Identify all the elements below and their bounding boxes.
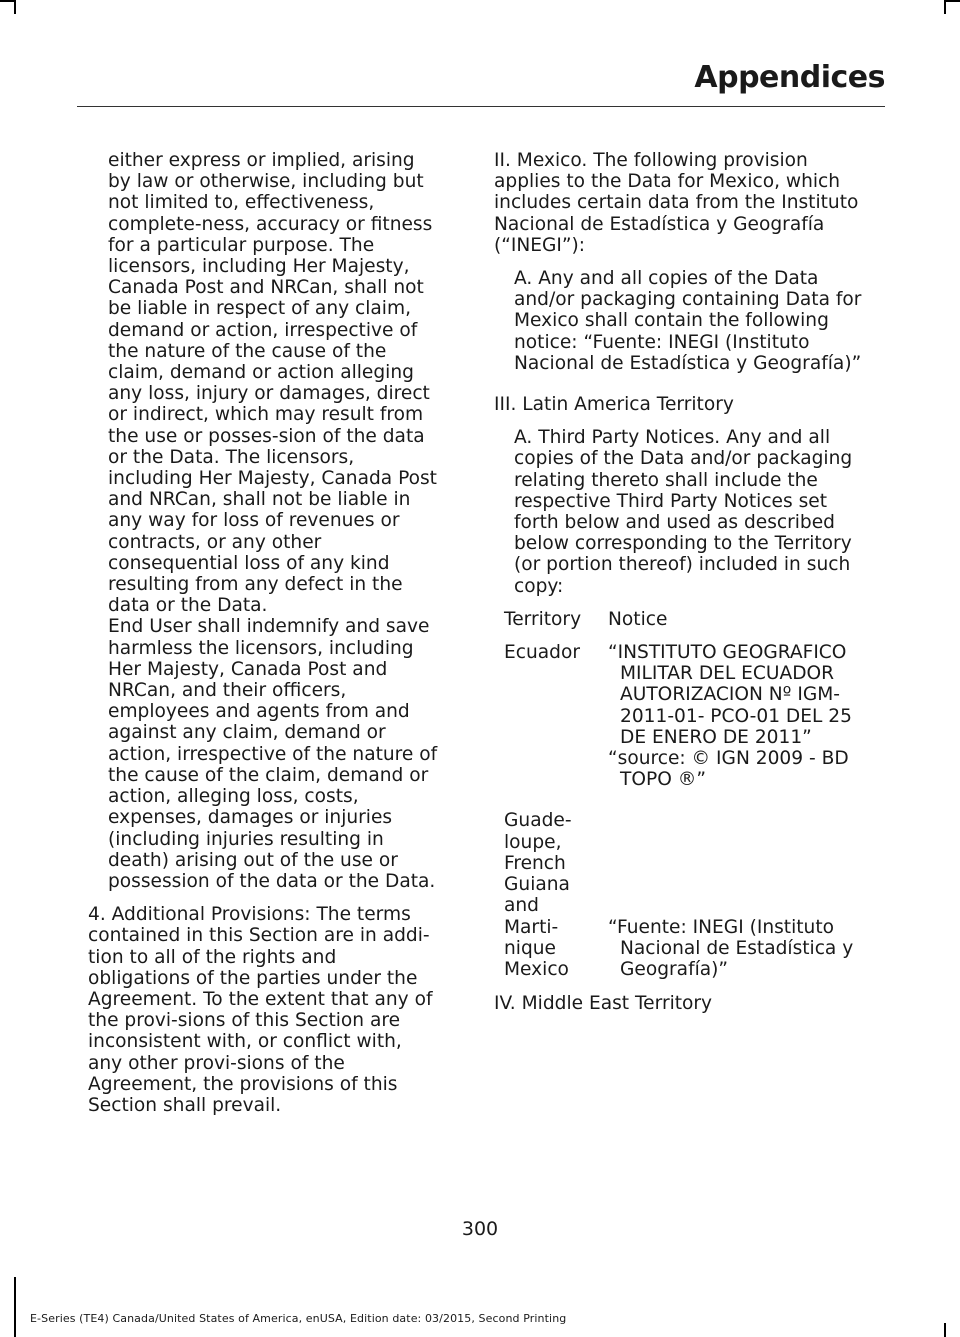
paragraph-disclaimer: either express or implied, arising by law or otherwise, including but not limited to, effectiveness, complete-ness, accuracy or fitness for a particular purpose. The licensors, including Her Majesty, Canada Post and NRCan, shall not be liable in respect of any claim, demand or action, irrespective of the nature of the cause of the claim, demand or action alleging any loss, injury or damages, direct or indirect, which may result from the use or posses-sion of the data or the Data. The licensors, including Her Majesty, Canada Post and NRCan, shall not be liable in any way for loss of revenues or contracts, or any other consequential loss of any kind resulting from any defect in the data or the Data. [108, 150, 437, 617]
section-latam-heading: III. Latin America Territory [494, 394, 734, 416]
table-header-notice: Notice [608, 608, 668, 630]
crop-mark [946, 0, 960, 2]
table-header-territory: Territory [504, 608, 582, 630]
crop-mark [944, 0, 946, 14]
territory-guadeloupe: Guade-loupe, French Guiana and Marti-nique [504, 810, 572, 959]
section-mexico-a: A. Any and all copies of the Data and/or packaging containing Data for Mexico shall contain the following notice: “Fuente: INEGI (Instituto Nacional de Estadística y Geografía)” [514, 268, 862, 374]
edition-footer: E-Series (TE4) Canada/United States of America, enUSA, Edition date: 03/2015, Second Printing [30, 1312, 567, 1325]
right-column [494, 150, 874, 1014]
notice-ecuador [608, 642, 874, 790]
notice-ign-line: “source: © IGN 2009 - BD TOPO ®” [608, 748, 849, 791]
paragraph-indemnify: End User shall indemnify and save harmless the licensors, including Her Majesty, Canada Post and NRCan, and their officers, employees and agents from and against any claim, demand or action, irrespective of the nature of the cause of the claim, demand or action, alleging loss, costs, expenses, damages or injuries (including injuries resulting in death) arising out of the use or possession of the data or the Data. [108, 616, 438, 892]
crop-mark [14, 0, 16, 14]
left-column [88, 150, 440, 1116]
section-latam-a: A. Third Party Notices. Any and all copies of the Data and/or packaging relating thereto shall include the respective Third Party Notices set forth below and used as described below corresponding to the Territory (or portion thereof) included in such copy: [514, 427, 853, 597]
notice-mexico: “Fuente: INEGI (Instituto Nacional de Estadística y Geografía)” [608, 916, 854, 981]
territory-ecuador: Ecuador [504, 642, 580, 664]
paragraph-additional-provisions: 4. Additional Provisions: The terms contained in this Section are in addi-tion to all of the rights and obligations of the parties under the Agreement. To the extent that any of the provi-sions of this Section are inconsistent with, or conflict with, any other provi-sions of the Agreement, the provisions of this Section shall prevail. [88, 904, 433, 1116]
notice-ecuador-line: “INSTITUTO GEOGRAFICO MILITAR DEL ECUADOR AUTORIZACION Nº IGM-2011-01- PCO-01 DEL 25 DE ENERO DE 2011” [608, 642, 852, 748]
section-middle-east-heading: IV. Middle East Territory [494, 992, 713, 1014]
section-mexico-heading: II. Mexico. The following provision applies to the Data for Mexico, which includes certain data from the Instituto Nacional de Estadística y Geografía (“INEGI”): [494, 150, 859, 256]
notice-table [504, 609, 874, 981]
crop-mark [944, 1323, 946, 1337]
table-row [504, 642, 874, 790]
header-divider [77, 106, 885, 107]
page-title: Appendices [694, 60, 885, 95]
page-number: 300 [461, 1218, 499, 1240]
table-row [504, 917, 874, 981]
crop-mark [0, 0, 14, 2]
territory-mexico-label: Mexico [504, 958, 569, 980]
territory-mexico [504, 917, 608, 981]
table-header-row [504, 609, 874, 630]
crop-mark [14, 1277, 16, 1337]
